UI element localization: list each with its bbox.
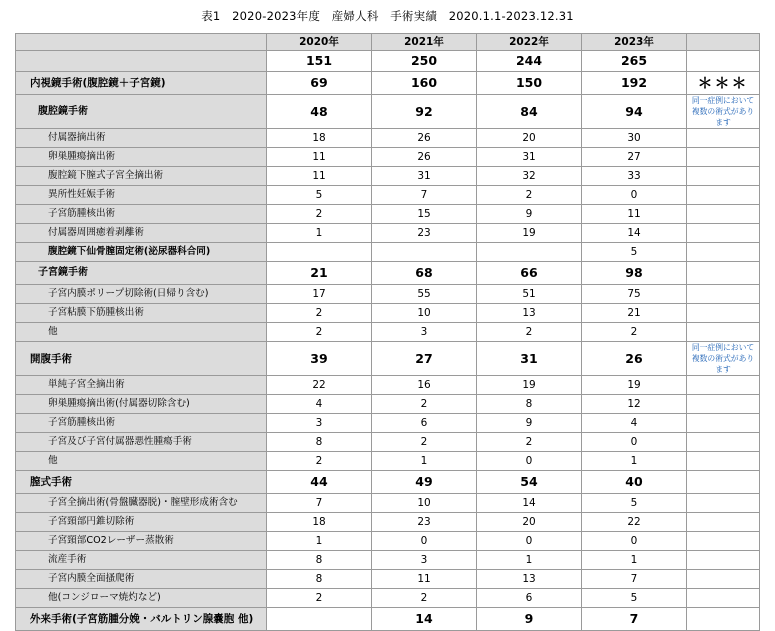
row-label: 腹腔鏡下仙骨膣固定術(泌尿器科合同) <box>16 243 267 262</box>
row-value: 19 <box>477 376 582 395</box>
row-note <box>687 433 760 452</box>
row-value: 21 <box>582 304 687 323</box>
row-value: 12 <box>582 395 687 414</box>
row-value: 7 <box>582 608 687 631</box>
header-year: 2022年 <box>477 34 582 51</box>
row-value: 192 <box>582 72 687 95</box>
row-value: 0 <box>582 433 687 452</box>
row-value: 13 <box>477 304 582 323</box>
row-value: 5 <box>267 186 372 205</box>
row-value: 55 <box>372 285 477 304</box>
table-row <box>16 395 760 414</box>
row-value: 94 <box>582 95 687 129</box>
row-value: 18 <box>267 513 372 532</box>
table-row <box>16 471 760 494</box>
row-value: 6 <box>372 414 477 433</box>
row-value: 33 <box>582 167 687 186</box>
row-value: 1 <box>267 224 372 243</box>
row-label: 開腹手術 <box>16 342 267 376</box>
row-label: 子宮筋腫核出術 <box>16 205 267 224</box>
table-row <box>16 608 760 631</box>
row-value: 23 <box>372 224 477 243</box>
row-value: 8 <box>267 570 372 589</box>
total-label-cell <box>16 51 267 72</box>
table-row <box>16 414 760 433</box>
row-value: 16 <box>372 376 477 395</box>
row-value: 2 <box>582 323 687 342</box>
total-row <box>16 51 760 72</box>
row-value: 44 <box>267 471 372 494</box>
row-note <box>687 205 760 224</box>
row-note: 同一症例において 複数の術式があります <box>687 95 760 129</box>
row-label: 子宮全摘出術(骨盤臓器脱)・膣壁形成術含む <box>16 494 267 513</box>
row-value: 26 <box>372 148 477 167</box>
row-value: 23 <box>372 513 477 532</box>
row-note <box>687 608 760 631</box>
header-year: 2021年 <box>372 34 477 51</box>
row-label: 他 <box>16 323 267 342</box>
row-label: 単純子宮全摘出術 <box>16 376 267 395</box>
row-value: 30 <box>582 129 687 148</box>
row-label: 他 <box>16 452 267 471</box>
row-value: 5 <box>582 589 687 608</box>
row-label: 子宮及び子宮付属器悪性腫瘍手術 <box>16 433 267 452</box>
table-row <box>16 285 760 304</box>
row-note <box>687 323 760 342</box>
row-value: 31 <box>477 148 582 167</box>
row-value <box>267 243 372 262</box>
total-value: 151 <box>267 51 372 72</box>
row-value: 10 <box>372 304 477 323</box>
row-value: 19 <box>477 224 582 243</box>
row-value: 49 <box>372 471 477 494</box>
row-note <box>687 376 760 395</box>
row-value <box>267 608 372 631</box>
table-row <box>16 205 760 224</box>
row-value <box>477 243 582 262</box>
table-row <box>16 129 760 148</box>
row-note <box>687 243 760 262</box>
row-value: 26 <box>372 129 477 148</box>
row-note: 同一症例において 複数の術式があります <box>687 342 760 376</box>
row-label: 内視鏡手術(腹腔鏡＋子宮鏡) <box>16 72 267 95</box>
row-value: 48 <box>267 95 372 129</box>
table-row <box>16 589 760 608</box>
row-value: 150 <box>477 72 582 95</box>
row-value: 75 <box>582 285 687 304</box>
row-value: 2 <box>372 395 477 414</box>
row-value: 13 <box>477 570 582 589</box>
row-note <box>687 589 760 608</box>
row-value: 32 <box>477 167 582 186</box>
row-note <box>687 551 760 570</box>
row-value: 20 <box>477 513 582 532</box>
total-value: 244 <box>477 51 582 72</box>
row-label: 他(コンジローマ焼灼など) <box>16 589 267 608</box>
row-value: 8 <box>267 433 372 452</box>
row-value: 22 <box>582 513 687 532</box>
row-note <box>687 148 760 167</box>
row-label: 子宮筋腫核出術 <box>16 414 267 433</box>
row-value: 3 <box>372 551 477 570</box>
row-label: 異所性妊娠手術 <box>16 186 267 205</box>
row-value: 2 <box>477 186 582 205</box>
row-value: 39 <box>267 342 372 376</box>
row-value: 2 <box>477 433 582 452</box>
table-row <box>16 376 760 395</box>
row-label: 付属器周囲癒着剥離術 <box>16 224 267 243</box>
row-value: 84 <box>477 95 582 129</box>
table-row <box>16 494 760 513</box>
row-value: 4 <box>267 395 372 414</box>
row-note <box>687 570 760 589</box>
row-value: 19 <box>582 376 687 395</box>
row-value: 27 <box>582 148 687 167</box>
row-value: 0 <box>477 452 582 471</box>
total-value: 265 <box>582 51 687 72</box>
row-value: 160 <box>372 72 477 95</box>
row-value: 6 <box>477 589 582 608</box>
row-value: 2 <box>267 304 372 323</box>
row-label: 子宮内膜全面搔爬術 <box>16 570 267 589</box>
table-row <box>16 570 760 589</box>
row-label: 子宮頸部円錐切除術 <box>16 513 267 532</box>
row-value: 2 <box>267 205 372 224</box>
table-body <box>16 34 760 631</box>
row-note <box>687 285 760 304</box>
table-row <box>16 262 760 285</box>
row-value: 69 <box>267 72 372 95</box>
row-label: 子宮内膜ポリープ切除術(日帰り含む) <box>16 285 267 304</box>
row-label: 腹腔鏡下膣式子宮全摘出術 <box>16 167 267 186</box>
row-note <box>687 494 760 513</box>
row-label: 外来手術(子宮筋腫分娩・バルトリン腺嚢胞 他) <box>16 608 267 631</box>
row-label: 子宮鏡手術 <box>16 262 267 285</box>
row-value: 31 <box>372 167 477 186</box>
row-value: 2 <box>267 589 372 608</box>
row-note <box>687 513 760 532</box>
row-value: 8 <box>477 395 582 414</box>
row-note <box>687 129 760 148</box>
table-row <box>16 148 760 167</box>
header-row <box>16 34 760 51</box>
row-value: 2 <box>267 452 372 471</box>
table-row <box>16 433 760 452</box>
row-value: 68 <box>372 262 477 285</box>
table-row <box>16 72 760 95</box>
row-value: 7 <box>267 494 372 513</box>
row-value: 17 <box>267 285 372 304</box>
row-value: 9 <box>477 205 582 224</box>
row-value: 0 <box>477 532 582 551</box>
row-note <box>687 304 760 323</box>
row-label: 膣式手術 <box>16 471 267 494</box>
row-value: 0 <box>582 186 687 205</box>
row-value: 1 <box>267 532 372 551</box>
row-note <box>687 224 760 243</box>
row-value: 21 <box>267 262 372 285</box>
table-row <box>16 532 760 551</box>
row-note <box>687 452 760 471</box>
header-year: 2023年 <box>582 34 687 51</box>
row-value: 2 <box>372 589 477 608</box>
table-row <box>16 243 760 262</box>
row-value: 3 <box>267 414 372 433</box>
row-value: 22 <box>267 376 372 395</box>
row-value: 14 <box>372 608 477 631</box>
table-row <box>16 186 760 205</box>
row-label: 子宮頸部CO2レーザー蒸散術 <box>16 532 267 551</box>
total-value: 250 <box>372 51 477 72</box>
table-row <box>16 513 760 532</box>
row-note <box>687 262 760 285</box>
row-value: 15 <box>372 205 477 224</box>
row-value: 1 <box>372 452 477 471</box>
row-value: 92 <box>372 95 477 129</box>
row-label: 卵巣腫瘍摘出術 <box>16 148 267 167</box>
row-value: 0 <box>372 532 477 551</box>
row-label: 付属器摘出術 <box>16 129 267 148</box>
table-row <box>16 342 760 376</box>
table-row <box>16 95 760 129</box>
row-note <box>687 532 760 551</box>
row-note <box>687 471 760 494</box>
row-value: 8 <box>267 551 372 570</box>
row-value: 7 <box>372 186 477 205</box>
row-value: 2 <box>267 323 372 342</box>
row-value: 9 <box>477 414 582 433</box>
row-note <box>687 167 760 186</box>
row-value <box>372 243 477 262</box>
row-value: 5 <box>582 243 687 262</box>
row-value: 11 <box>267 167 372 186</box>
row-value: 5 <box>582 494 687 513</box>
row-value: 2 <box>477 323 582 342</box>
table-row <box>16 167 760 186</box>
total-note-cell <box>687 51 760 72</box>
header-year: 2020年 <box>267 34 372 51</box>
row-note: ＊＊＊ <box>687 72 760 95</box>
table-row <box>16 452 760 471</box>
row-value: 11 <box>267 148 372 167</box>
row-value: 11 <box>372 570 477 589</box>
row-value: 66 <box>477 262 582 285</box>
row-value: 11 <box>582 205 687 224</box>
row-value: 14 <box>477 494 582 513</box>
row-value: 0 <box>582 532 687 551</box>
row-value: 3 <box>372 323 477 342</box>
row-value: 10 <box>372 494 477 513</box>
row-value: 51 <box>477 285 582 304</box>
surgery-table <box>15 33 760 631</box>
row-value: 31 <box>477 342 582 376</box>
row-value: 4 <box>582 414 687 433</box>
row-label: 子宮粘膜下筋腫核出術 <box>16 304 267 323</box>
row-note <box>687 414 760 433</box>
row-value: 1 <box>477 551 582 570</box>
row-value: 7 <box>582 570 687 589</box>
row-value: 9 <box>477 608 582 631</box>
row-value: 40 <box>582 471 687 494</box>
row-value: 1 <box>582 551 687 570</box>
row-label: 卵巣腫瘍摘出術(付属器切除含む) <box>16 395 267 414</box>
row-value: 2 <box>372 433 477 452</box>
row-value: 54 <box>477 471 582 494</box>
table-title: 表1 2020-2023年度 産婦人科 手術実績 2020.1.1-2023.12.31 <box>201 9 574 23</box>
table-row <box>16 224 760 243</box>
row-value: 14 <box>582 224 687 243</box>
row-value: 27 <box>372 342 477 376</box>
table-row <box>16 304 760 323</box>
row-value: 98 <box>582 262 687 285</box>
row-note <box>687 395 760 414</box>
header-note-cell <box>687 34 760 51</box>
row-note <box>687 186 760 205</box>
table-row <box>16 551 760 570</box>
row-label: 流産手術 <box>16 551 267 570</box>
table-row <box>16 323 760 342</box>
header-label-cell <box>16 34 267 51</box>
row-value: 26 <box>582 342 687 376</box>
row-value: 1 <box>582 452 687 471</box>
row-label: 腹腔鏡手術 <box>16 95 267 129</box>
row-value: 20 <box>477 129 582 148</box>
row-value: 18 <box>267 129 372 148</box>
